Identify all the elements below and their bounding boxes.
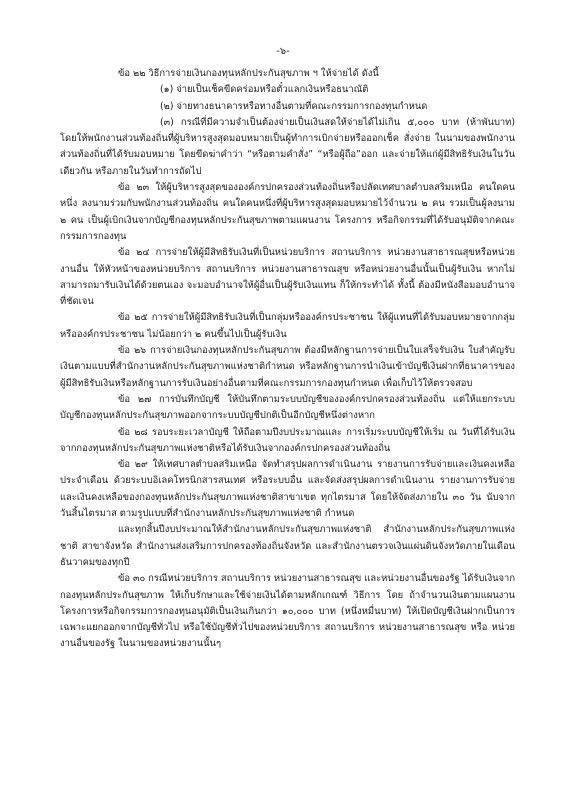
clause-22-item-3: (๓) กรณีที่มีความจำเป็นต้องจ่ายเป็นเงินสดให้จ่ายได้ไม่เกิน ๕,๐๐๐ บาท (ห้าพันบาท) โดยให้พนักงานส่วนท้องถิ่นที่ผู้บริหารสูงสุดมอบหมายเป็นผู้ทำการเบิกจ่ายหรือออกเช็ค สั่งจ่าย ในนามของพนักงานส่วนท้องถิ่นที่ได้รับมอบหมาย โดยขีดฆ่าคำว่า “หรือตามคำสั่ง” “หรือผู้ถือ”ออก และจ่ายให้แก่ผู้มีสิทธิรับเงินในวันเดียวกัน หรือภายในวันทำการถัดไป (60, 116, 515, 177)
clause-29: ข้อ ๒๙ ให้เทศบาลตำบลสริมเหนือ จัดทำสรุปผลการดำเนินงาน รายงานการรับจ่ายและเงินคงเหลือประจำเดือน ด้วยระบบอิเลคโทรนิกสารสนเทศ หรือระบบอื่น และจัดส่งสรุปผลการดำเนินงาน รายงานการรับจ่ายและเงินคงเหลือของกองทุนหลักประกันสุขภาพแห่งชาติสาขาเขต ทุกไตรมาส โดยให้จัดส่งภายใน ๓๐ วัน นับจากวันสิ้นไตรมาส ตามรูปแบบที่สำนักงานหลักประกันสุขภาพแห่งชาติ กำหนด (60, 459, 515, 520)
clause-26: ข้อ ๒๖ การจ่ายเงินกองทุนหลักประกันสุขภาพ ต้องมีหลักฐานการจ่ายเป็นใบเสร็จรับเงิน ใบสำคัญรับเงินตามแบบที่สำนักงานหลักประกันสุขภาพแห่งชาติกำหนด หรือหลักฐานการนำเงินเข้าบัญชีเงินฝากที่ธนาคารของผู้มีสิทธิรับเงินหรือหลักฐานการรับเงินอย่างอื่นตามที่คณะกรรมการกองทุนกำหนด เพื่อเก็บไว้ให้ตรวจสอบ (60, 345, 515, 389)
clause-22-item-2: (๒) จ่ายทางธนาคารหรือทางอื่นตามที่คณะกรรมการกองทุนกำหนด (160, 100, 428, 112)
document-body (60, 66, 515, 653)
clause-30: ข้อ ๓๐ กรณีหน่วยบริการ สถานบริการ หน่วยงานสาธารณสุข และหน่วยงานอื่นของรัฐ ได้รับเงินจากกองทุนหลักประกันสุขภาพ ให้เก็บรักษาและใช้จ่ายเงินได้ตามหลักเกณฑ์ วิธีการ โดย ถ้าจำนวนเงินตามแผนงานโครงการหรือกิจกรรมการกองทุนอนุมัติเป็นเงินเกินกว่า ๑๐,๐๐๐ บาท (หนึ่งหมื่นบาท) ให้เปิดบัญชีเงินฝากเป็นการเฉพาะแยกออกจากบัญชีทั่วไป หรือใช้บัญชีทั่วไปของหน่วยบริการ สถานบริการ หน่วยงานสาธารณสุข หรือ หน่วยงานอื่นของรัฐ ในนามของหน่วยงานนั้นๆ (60, 573, 515, 650)
clause-27: ข้อ ๒๗ การบันทึกบัญชี ให้บันทึกตามระบบบัญชีขององค์กรปกครองส่วนท้องถิ่น แต่ให้แยกระบบบัญชีกองทุนหลักประกันสุขภาพออกจากระบบบัญชีปกติเป็นอีกบัญชีหนึ่งต่างหาก (60, 393, 515, 422)
page-number: -๖- (276, 46, 290, 57)
clause-25: ข้อ ๒๕ การจ่ายให้ผู้มีสิทธิรับเงินที่เป็นกลุ่มหรือองค์กรประชาชน ให้ผู้แทนที่ได้รับมอบหมายจากกลุ่มหรือองค์กรประชาชน ไม่น้อยกว่า ๒ คนขึ้นไปเป็นผู้รับเงิน (60, 312, 515, 340)
clause-24: ข้อ ๒๔ การจ่ายให้ผู้มีสิทธิรับเงินที่เป็นหน่วยบริการ สถานบริการ หน่วยงานสาธารณสุขหรือหน่วยงานอื่น ให้หัวหน้าของหน่วยบริการ สถานบริการ หน่วยงานสาธารณสุข หรือหน่วยงานอื่นนั้นเป็นผู้รับเงิน หากไม่สามารถมารับเงินได้ด้วยตนเอง จะมอบอำนาจให้ผู้อื่นเป็นผู้รับเงินแทน ก็ให้กระทำได้ ทั้งนี้ ต้องมีหนังสือมอบอำนาจที่ชัดเจน (60, 247, 515, 308)
clause-22-heading: ข้อ ๒๒ วิธีการจ่ายเงินกองทุนหลักประกันสุขภาพ ฯ ให้จ่ายได้ ดังนี้ (118, 68, 379, 79)
clause-28: ข้อ ๒๘ รอบระยะเวลาบัญชี ให้ถือตามปีงบประมาณและ การเริ่มระบบบัญชีให้เริ่ม ณ วันที่ได้รับเงินจากกองทุนหลักประกันสุขภาพแห่งชาติหรือได้รับเงินจากองค์กรปกครองส่วนท้องถิ่น (60, 426, 515, 454)
clause-22-item-1: (๑) จ่ายเป็นเช็คขีดคร่อมหรือตั๋วแลกเงินหรือธนาณัติ (160, 84, 369, 96)
clause-29-annual: และทุกสิ้นปีงบประมาณให้สำนักงานหลักประกันสุขภาพแห่งชาติ สำนักงานหลักประกันสุขภาพแห่งชาติ สาขาจังหวัด สำนักงานส่งเสริมการปกครองท้องถิ่นจังหวัด และสำนักงานตรวจเงินแผ่นดินจังหวัดภายในเดือนธันวาคมของทุกปี (60, 524, 515, 568)
clause-23: ข้อ ๒๓ ให้ผู้บริหารสูงสุดขององค์กรปกครองส่วนท้องถิ่นหรือปลัดเทศบาลตำบลสริมเหนือ คนใดคนหนึ่ง ลงนามร่วมกับพนักงานส่วนท้องถิ่น คนใดคนหนึ่งที่ผู้บริหารสูงสุดมอบหมายไว้จำนวน ๒ คน รวมเป็นผู้ลงนาม ๒ คน เป็นผู้เบิกเงินจากบัญชีกองทุนหลักประกันสุขภาพตามแผนงาน โครงการ หรือกิจกรรมที่ได้รับอนุมัติจากคณะกรรมการกองทุน (60, 182, 515, 242)
